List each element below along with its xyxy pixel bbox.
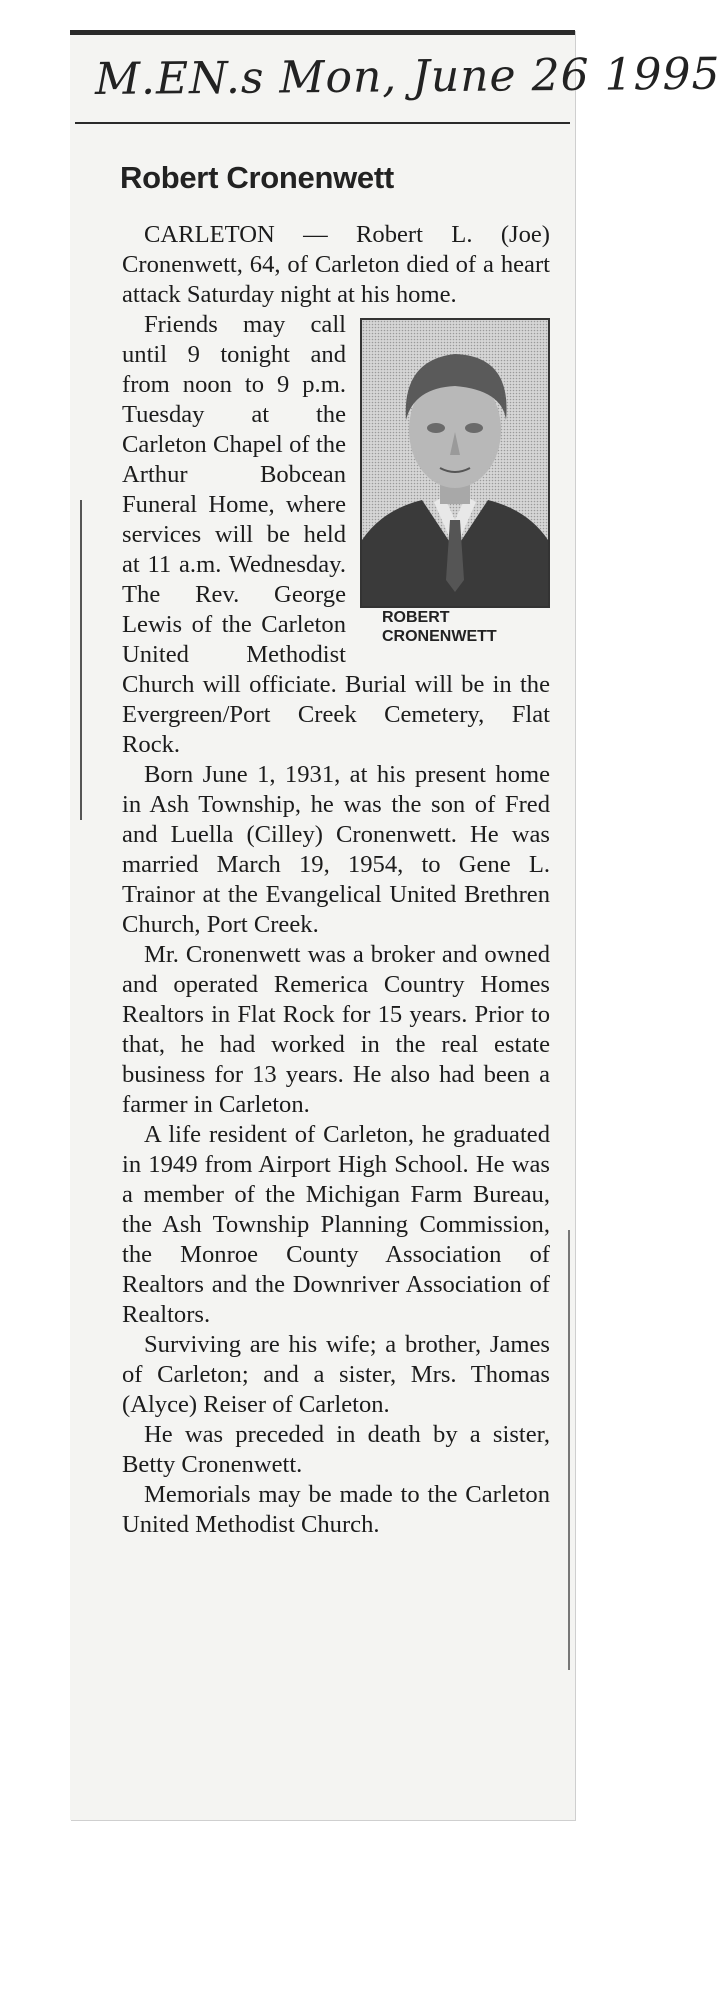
paragraph-2 <box>122 310 550 760</box>
paragraph-7: He was preceded in death by a sister, Betty Cronenwett. <box>122 1421 550 1478</box>
scan-edge-mark <box>80 500 82 820</box>
obituary-headline: Robert Cronenwett <box>120 160 394 195</box>
obituary-body <box>122 220 550 1540</box>
scan-edge-mark <box>568 1230 570 1670</box>
paragraph-5: A life resident of Carleton, he graduated in 1949 from Airport High School. He was a member of the Michigan Farm Bureau, the Ash Township Planning Commission, the Monroe County Association of Realtors and the Downriver Association of Realtors. <box>122 1121 550 1328</box>
top-rule <box>70 30 575 35</box>
paragraph-4: Mr. Cronenwett was a broker and owned and operated Remerica Country Homes Realtors in Flat Rock for 15 years. Prior to that, he had worked in the real estate business for 13 years. He also had been a farmer in Carleton. <box>122 941 550 1118</box>
paragraph-1: CARLETON — Robert L. (Joe) Cronenwett, 64, of Carleton died of a heart attack Saturday night at his home. <box>122 221 550 308</box>
handwritten-date-note: M.EN.s Mon, June 26 1995 <box>94 48 721 106</box>
photo-caption <box>360 608 550 646</box>
caption-line-1: ROBERT <box>382 609 450 626</box>
header-rule <box>75 122 570 124</box>
newspaper-clipping <box>70 30 721 1820</box>
paragraph-6: Surviving are his wife; a brother, James of Carleton; and a sister, Mrs. Thomas (Alyce) Reiser of Carleton. <box>122 1331 550 1418</box>
paragraph-8: Memorials may be made to the Carleton United Methodist Church. <box>122 1481 550 1538</box>
portrait-photo <box>360 318 550 608</box>
portrait-block <box>360 318 550 646</box>
paragraph-2-text: Friends may call until 9 tonight and from noon to 9 p.m. Tuesday at the Carleton Chapel of the Arthur Bobcean Funeral Home, where services will be held at 11 a.m. Wednesday. The Rev. George Lewis of the Carleton United Methodist Church will officiate. Burial will be in the Evergreen/Port Creek Cemetery, Flat Rock. <box>122 311 550 758</box>
caption-line-2: CRONENWETT <box>382 628 497 645</box>
paragraph-3: Born June 1, 1931, at his present home in Ash Township, he was the son of Fred and Luella (Cilley) Cronenwett. He was married March 19, 1954, to Gene L. Trainor at the Evangelical United Brethren Church, Port Creek. <box>122 761 550 938</box>
